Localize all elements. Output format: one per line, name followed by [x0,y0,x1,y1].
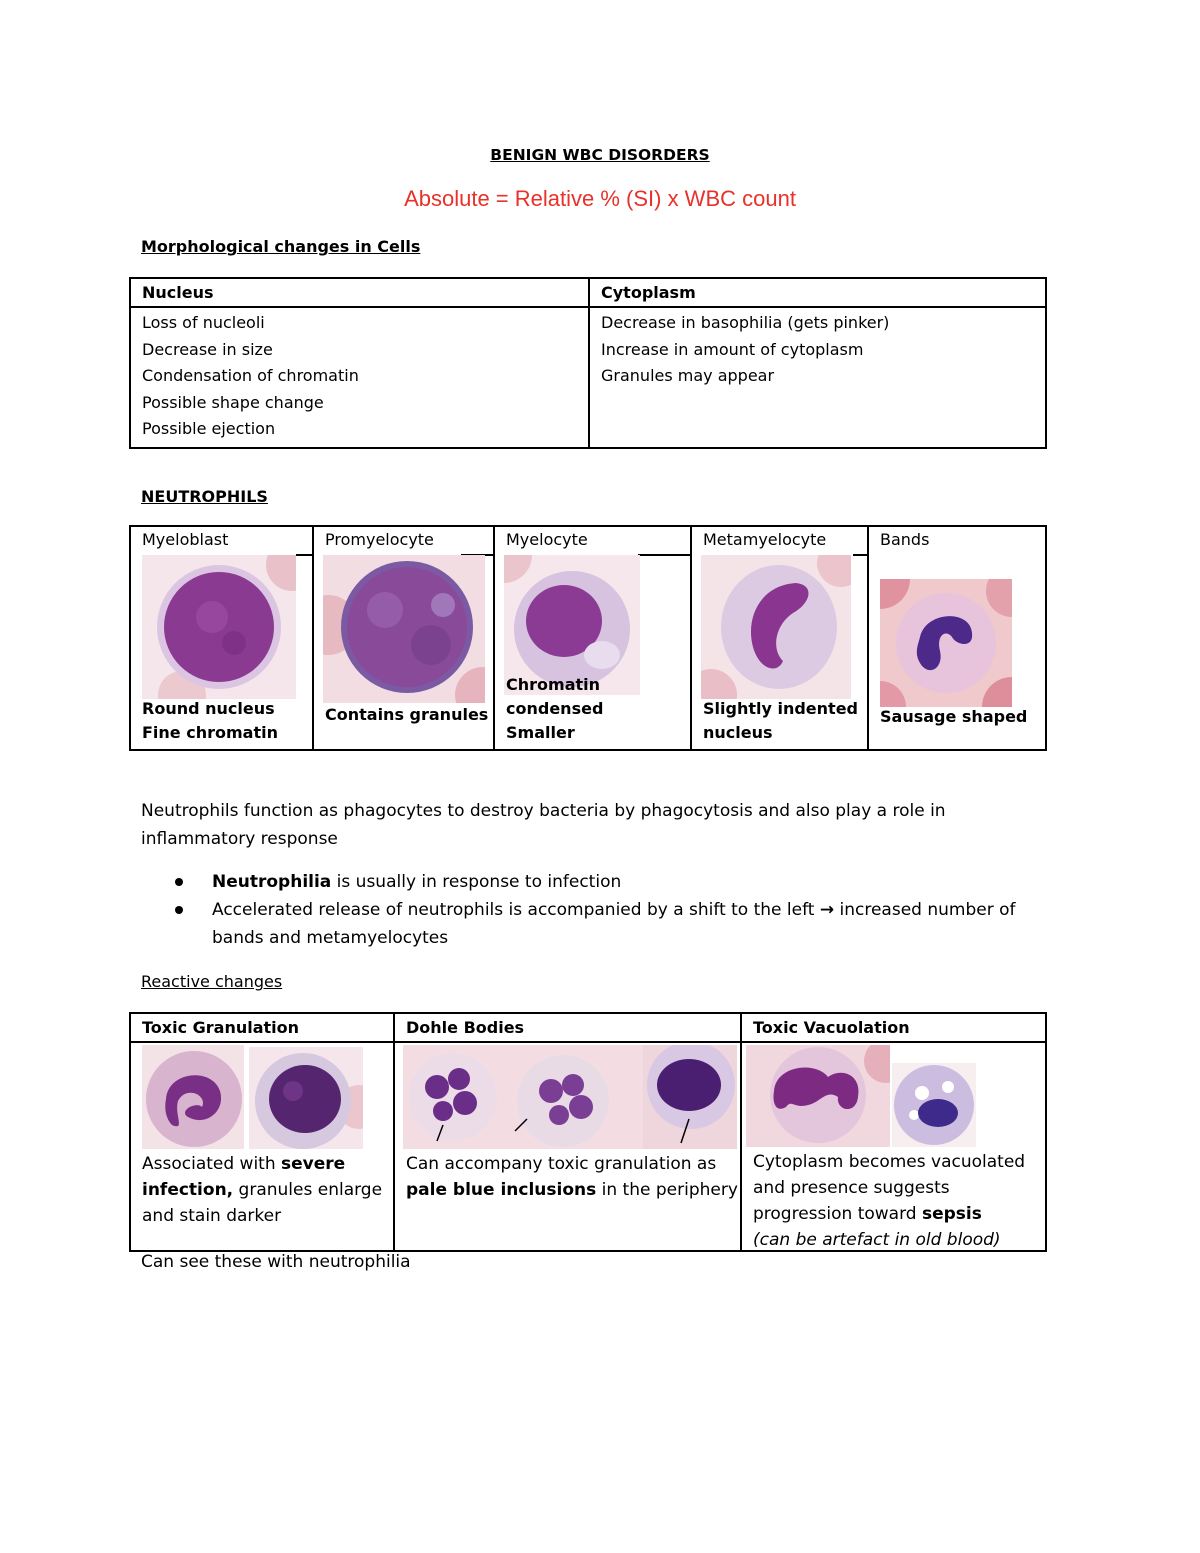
caption-line: nucleus [703,723,773,742]
toxic-granulation-caption [142,1151,382,1229]
right-arrow-icon: → [819,900,835,920]
reactive-changes-table [129,1012,1047,1252]
toxic-granulation-image-1 [142,1045,244,1149]
stage-myeloblast [130,526,313,750]
bullet-neutrophilia [212,868,621,896]
toxic-vacuolation-image-2 [892,1063,976,1147]
caption-line: Contains granules [325,705,489,724]
list-item: Condensation of chromatin [142,366,359,385]
dohle-bodies-cell [394,1042,741,1251]
bullet-text: Accelerated release of neutrophils is accompanied by a shift to the left [212,900,815,920]
cytoplasm-changes [589,307,1046,448]
stage-caption [880,705,1027,729]
caption-italic: (can be artefact in old blood) [753,1230,1001,1250]
list-item: Granules may appear [601,366,775,385]
bullet-text: bands and metamyelocytes [212,928,449,948]
toxic-vacuolation-image-1 [746,1045,890,1147]
stage-myelocyte [494,526,691,750]
list-item: Increase in amount of cytoplasm [601,339,864,359]
caption-text: Can accompany toxic granulation as [406,1154,717,1174]
dohle-bodies-caption [406,1151,738,1203]
caption-line: Sausage shaped [880,707,1028,726]
caption-line: Chromatin condensed [506,675,604,718]
stage-caption [142,697,278,745]
neutrophil-stages-table [129,525,1047,751]
document-title: BENIGN WBC DISORDERS [490,146,710,164]
cytoplasm-header: Cytoplasm [589,278,1046,307]
morphology-heading: Morphological changes in Cells [141,237,421,256]
stage-name: Myelocyte [506,530,594,549]
list-item: Loss of nucleoli [142,313,265,332]
toxic-vacuolation-caption [753,1149,1025,1253]
stage-name: Promyelocyte [325,530,440,549]
bullet-icon [175,878,183,886]
caption-text: granules enlarge [233,1180,383,1200]
toxic-vacuolation-cell [741,1042,1046,1251]
bullet-text: increased number of [839,900,1016,920]
neutrophil-function-paragraph: Neutrophils function as phagocytes to destroy bacteria by phagocytosis and also play a role in inflammatory response [141,801,946,849]
absolute-count-formula: Absolute = Relative % (SI) x WBC count [404,186,796,211]
caption-text: and stain darker [142,1206,282,1226]
caption-bold: sepsis [921,1204,982,1224]
toxic-granulation-cell [130,1042,394,1251]
caption-bold: severe [281,1154,346,1174]
list-item: Possible shape change [142,392,324,412]
caption-line: Round nucleus [142,699,275,718]
dohle-bodies-header: Dohle Bodies [394,1013,741,1042]
stage-caption [325,703,488,727]
metamyelocyte-image [701,555,851,699]
caption-text: Cytoplasm becomes vacuolated [753,1152,1026,1172]
stage-name: Bands [880,530,935,549]
list-item: Possible ejection [142,419,276,438]
caption-text: Associated with [142,1154,282,1174]
toxic-vacuolation-header: Toxic Vacuolation [741,1013,1046,1042]
footer-note: Can see these with neutrophilia [141,1252,411,1272]
bullet-text: is usually in response to infection [331,872,622,892]
caption-text: progression toward [753,1204,922,1224]
list-item: Decrease in basophilia (gets pinker) [601,313,890,332]
bullet-icon [175,906,183,914]
stage-bands [868,526,1046,750]
caption-line: Smaller [506,723,575,742]
promyelocyte-image [323,555,485,703]
bullet-left-shift [212,896,1052,952]
toxic-granulation-image-2 [249,1047,363,1149]
reactive-changes-heading: Reactive changes [141,972,283,991]
list-item: Decrease in size [142,339,273,359]
nucleus-changes [130,307,589,448]
dohle-bodies-image [403,1045,737,1149]
band-cell-image [880,579,1012,707]
caption-bold: infection, [142,1180,234,1200]
caption-text: in the periphery [596,1180,738,1200]
stage-metamyelocyte [691,526,868,750]
stage-name: Myeloblast [142,530,234,549]
toxic-granulation-header: Toxic Granulation [130,1013,394,1042]
myeloblast-image [142,555,296,699]
caption-bold: pale blue inclusions [406,1180,597,1200]
stage-caption [506,673,690,745]
stage-caption [703,697,858,745]
caption-text: and presence suggests [753,1178,950,1198]
stage-name: Metamyelocyte [703,530,832,549]
caption-line: Fine chromatin [142,723,278,742]
stage-promyelocyte [313,526,494,750]
caption-line: Slightly indented [703,699,858,718]
neutrophilia-term: Neutrophilia [212,872,332,892]
nucleus-header: Nucleus [130,278,589,307]
neutrophils-heading: NEUTROPHILS [141,487,268,506]
morphology-table [129,277,1047,449]
